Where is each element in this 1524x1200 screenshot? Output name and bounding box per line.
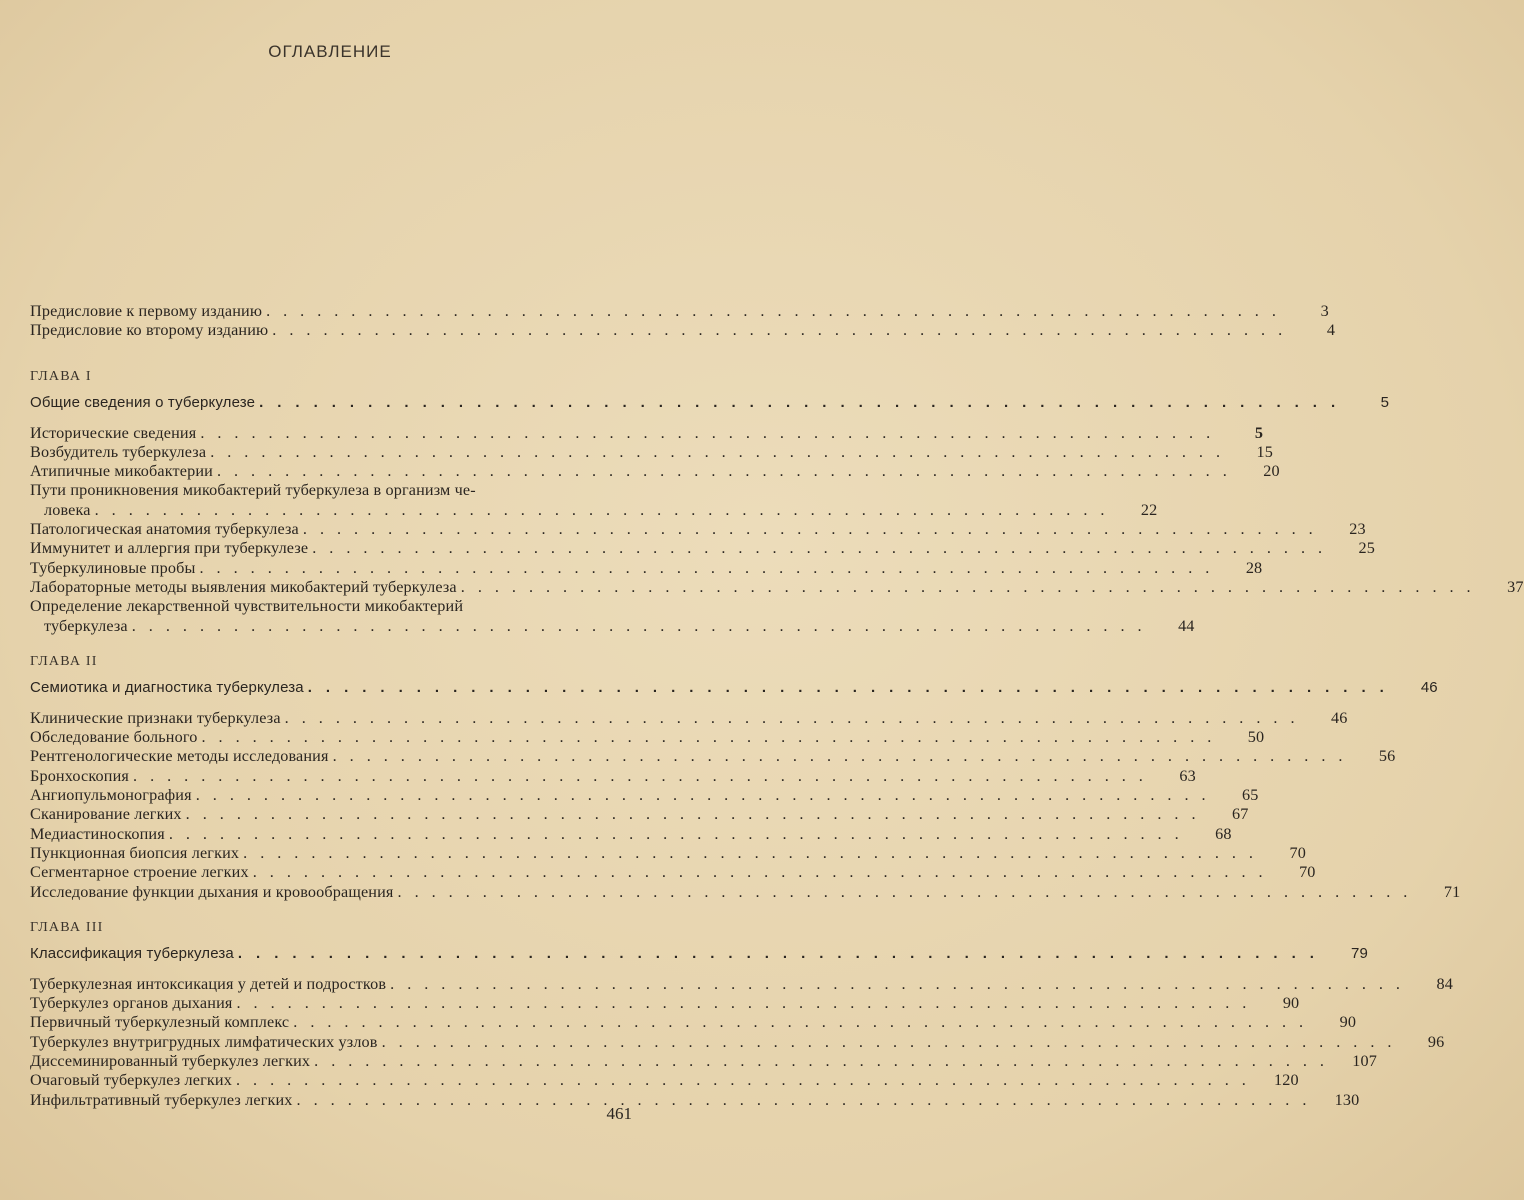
entry-title: Туберкулезная интоксикация у детей и подростков — [30, 974, 387, 993]
dot-leader: ............................................................ — [200, 423, 1224, 442]
dot-leader: ............................................................ — [131, 616, 1155, 635]
chapter-title — [30, 393, 1390, 413]
toc-entry — [30, 1013, 1357, 1032]
entry-page: 25 — [1358, 539, 1376, 558]
toc-entry — [30, 882, 1461, 902]
entry-title: Иммунитет и аллергия при туберкулезе — [30, 539, 309, 558]
chapter-title-text: Классификация туберкулеза — [30, 944, 234, 962]
toc-entry — [30, 766, 1196, 786]
dot-leader: ............................................................ — [210, 442, 1234, 461]
entry-page: 96 — [1427, 1032, 1445, 1051]
entry-title: Возбудитель туберкулеза — [30, 442, 207, 461]
entry-title: Сегментарное строение легких — [30, 863, 249, 882]
dot-leader: ............................................................ — [397, 882, 1421, 901]
chapter-title — [30, 944, 1368, 964]
dot-leader: ............................................................ — [302, 520, 1326, 539]
entry-title: Рентгенологические методы исследования — [30, 747, 329, 766]
entry-title: Определение лекарственной чувствительности микобактерий — [30, 597, 464, 616]
chapter-label: ГЛАВА III — [30, 919, 104, 935]
dot-leader: ............................................................ — [185, 805, 1209, 824]
entry-page: 68 — [1215, 824, 1232, 843]
dot-leader: ............................................................ — [235, 1071, 1259, 1090]
entry-title: Ангиопульмонография — [30, 786, 192, 805]
toc-entry — [30, 520, 1366, 539]
entry-page: 22 — [1140, 500, 1158, 519]
dot-leader: ............................................................ — [296, 1090, 1320, 1109]
entry-title: Пункционная биопсия легких — [30, 843, 240, 862]
toc-entry — [30, 539, 1376, 558]
page-number: 461 — [606, 1104, 632, 1123]
entry-page: 5 — [1254, 423, 1264, 442]
entry-title: Инфильтративный туберкулез легких — [30, 1090, 293, 1109]
entry-title: Медиастиноскопия — [30, 824, 165, 843]
entry-title: Туберкулез внутригрудных лимфатических узлов — [30, 1032, 378, 1051]
toc-entry — [30, 1090, 1360, 1110]
toc-entry — [30, 708, 1348, 728]
entry-page: 70 — [1299, 863, 1316, 882]
chapter-label: ГЛАВА I — [30, 368, 92, 384]
dot-leader: ............................................................ — [381, 1032, 1405, 1051]
dot-leader: ............................................................ — [237, 944, 1328, 962]
entry-page: 4 — [1326, 321, 1336, 340]
dot-leader: ............................................................ — [201, 728, 1225, 747]
entry-page: 120 — [1274, 1071, 1299, 1090]
entry-page: 44 — [1178, 616, 1195, 635]
entry-page: 65 — [1242, 786, 1259, 805]
toc-entry — [30, 1071, 1299, 1090]
entry-title: Патологическая анатомия туберкулеза — [30, 520, 299, 539]
toc-entry — [30, 1052, 1377, 1071]
toc-entry — [30, 442, 1274, 462]
entry-title: Туберкулез органов дыхания — [30, 994, 233, 1013]
toc-entry — [30, 824, 1232, 844]
toc-entry-preface-1 — [30, 302, 1329, 321]
dot-leader: ............................................................ — [332, 747, 1356, 766]
dot-leader: ............................................................ — [199, 558, 1223, 577]
entry-page: 23 — [1349, 520, 1366, 539]
dot-leader: ............................................................ — [195, 786, 1219, 805]
entry-page: 84 — [1436, 974, 1453, 993]
dot-leader: ............................................................ — [272, 321, 1296, 340]
entry-title: Атипичные микобактерии — [30, 462, 213, 481]
entry-page: 50 — [1247, 728, 1265, 747]
entry-title: Лабораторные методы выявления микобактерий туберкулеза — [30, 577, 457, 596]
page-heading: ОГЛАВЛЕНИЕ — [268, 42, 392, 61]
dot-leader: ............................................................ — [312, 539, 1336, 558]
toc-entry — [30, 843, 1306, 863]
entry-page: 90 — [1282, 994, 1300, 1013]
entry-page: 63 — [1179, 766, 1196, 785]
dot-leader: ............................................................ — [133, 766, 1156, 785]
entry-page: 130 — [1334, 1090, 1360, 1109]
entry-page: 90 — [1339, 1013, 1357, 1032]
dot-leader: ............................................................ — [243, 843, 1266, 862]
toc-entry — [30, 994, 1300, 1013]
entry-title: Сканирование легких — [30, 805, 182, 824]
chapter-page: 5 — [1380, 393, 1390, 411]
entry-title-continuation: ловека — [44, 500, 91, 519]
entry-page: 20 — [1263, 462, 1280, 481]
entry-page: 3 — [1320, 302, 1329, 320]
entry-page: 70 — [1289, 843, 1306, 862]
dot-leader: ............................................................ — [293, 1013, 1317, 1032]
toc-entry — [30, 423, 1264, 443]
dot-leader: ............................................................ — [266, 302, 1289, 320]
toc-entry — [30, 805, 1249, 824]
entry-title: Предисловие ко второму изданию — [30, 321, 269, 340]
entry-page: 56 — [1378, 747, 1396, 766]
dot-leader: ............................................................ — [390, 974, 1413, 993]
entry-page: 107 — [1352, 1052, 1377, 1071]
chapter-title-text: Семиотика и диагностика туберкулеза — [30, 678, 304, 696]
dot-leader: ............................................................ — [236, 994, 1260, 1013]
dot-leader: ............................................................ — [259, 393, 1350, 411]
table-of-contents — [30, 302, 1524, 1110]
toc-entry — [30, 863, 1316, 882]
toc-entry — [30, 786, 1259, 805]
chapter-page: 79 — [1350, 944, 1368, 962]
entry-page: 15 — [1256, 442, 1274, 461]
entry-title: Предисловие к первому изданию — [30, 302, 263, 320]
entry-page: 28 — [1245, 558, 1263, 577]
entry-title-continuation: туберкулеза — [44, 616, 128, 635]
chapter-page: 46 — [1420, 678, 1438, 696]
chapter-label: ГЛАВА II — [30, 653, 98, 669]
entry-title: Исторические сведения — [30, 423, 197, 442]
chapter-title-text: Общие сведения о туберкулезе — [30, 393, 256, 411]
entry-title: Бронхоскопия — [30, 766, 130, 785]
dot-leader: ............................................................ — [252, 863, 1276, 882]
toc-entry — [30, 558, 1263, 578]
toc-entry-preface-2 — [30, 321, 1336, 340]
entry-title: Клинические признаки туберкулеза — [30, 708, 281, 727]
toc-entry — [30, 728, 1265, 747]
entry-title: Обследование больного — [30, 728, 198, 747]
entry-title: Исследование функции дыхания и кровообращения — [30, 882, 394, 901]
entry-page: 37 — [1507, 577, 1524, 596]
toc-entry — [30, 597, 1195, 636]
dot-leader: ............................................................ — [216, 462, 1240, 481]
toc-entry — [30, 974, 1453, 994]
dot-leader: ............................................................ — [94, 500, 1118, 519]
chapter-title — [30, 678, 1438, 698]
toc-entry — [30, 1032, 1445, 1052]
entry-page: 46 — [1330, 708, 1348, 727]
entry-title: Диссеминированный туберкулез легких — [30, 1052, 311, 1071]
dot-leader: ............................................................ — [168, 824, 1192, 843]
dot-leader: ............................................................ — [460, 577, 1484, 596]
entry-title: Туберкулиновые пробы — [30, 558, 196, 577]
toc-entry — [30, 747, 1396, 766]
entry-title: Очаговый туберкулез легких — [30, 1071, 232, 1090]
toc-entry — [30, 462, 1280, 481]
entry-title: Первичный туберкулезный комплекс — [30, 1013, 290, 1032]
dot-leader: ............................................................ — [314, 1052, 1337, 1071]
dot-leader: ............................................................ — [307, 678, 1398, 696]
entry-page: 67 — [1231, 805, 1249, 824]
entry-title: Пути проникновения микобактерий туберкулеза в организм че- — [30, 481, 476, 500]
entry-page: 71 — [1443, 882, 1461, 901]
toc-entry — [30, 577, 1524, 597]
toc-entry — [30, 481, 1158, 520]
dot-leader: ............................................................ — [284, 708, 1308, 727]
